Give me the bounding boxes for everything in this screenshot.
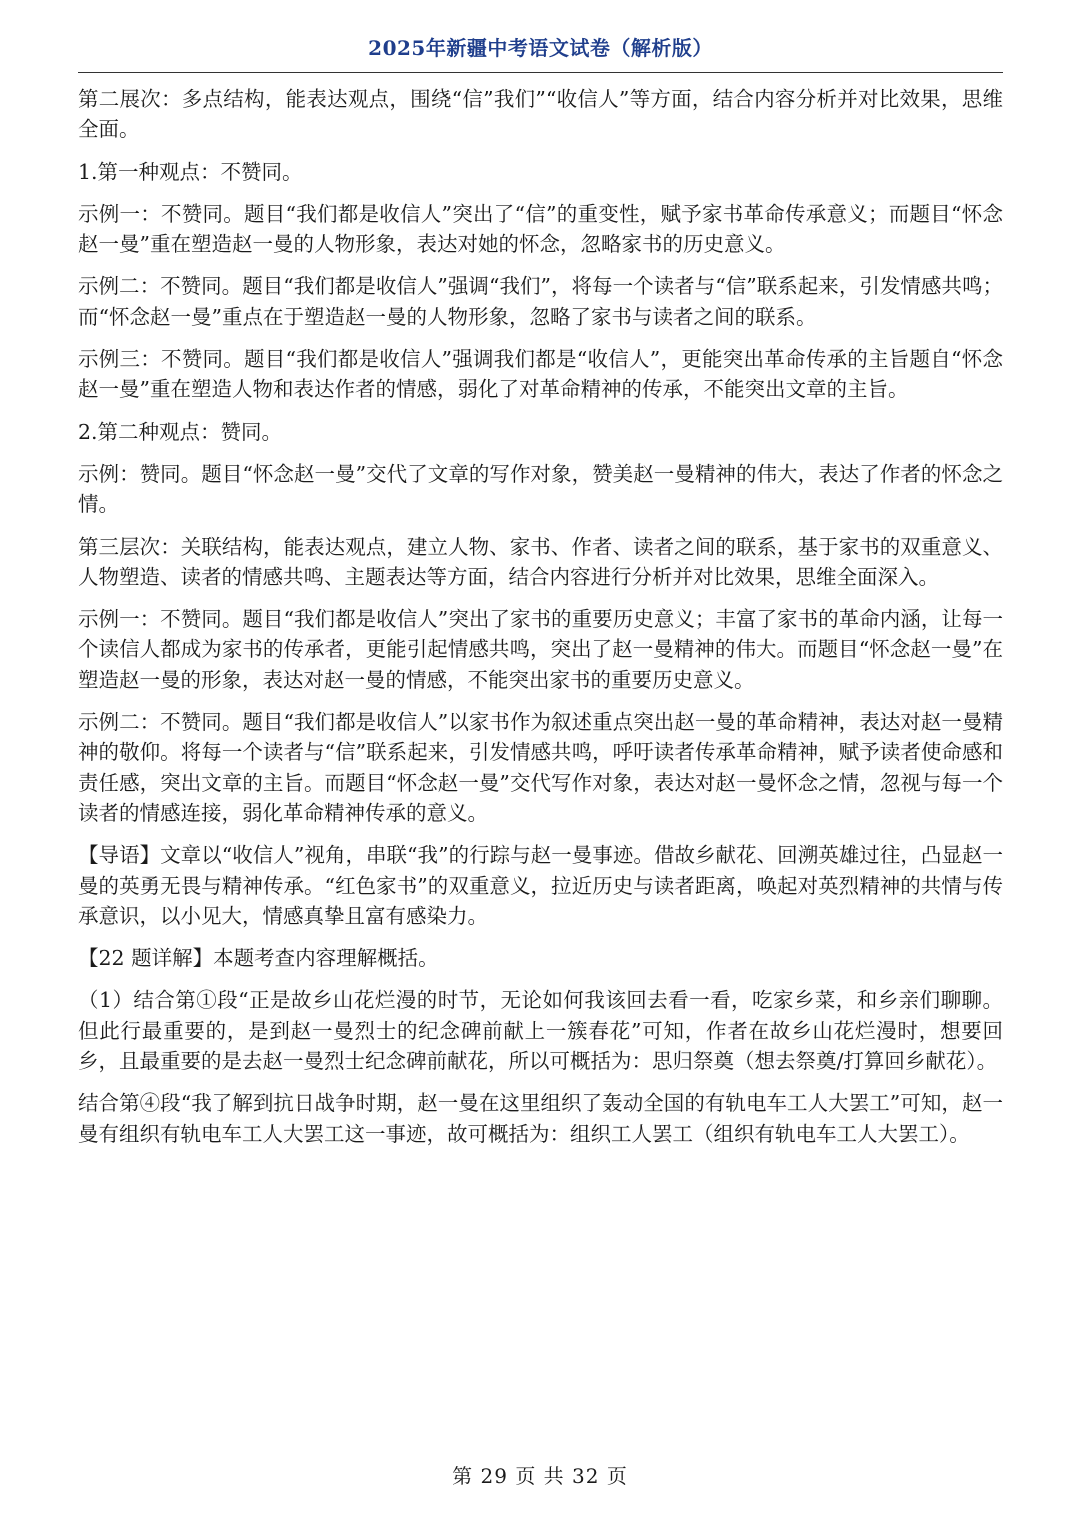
header-divider [78,72,1003,73]
paragraph: 示例一：不赞同。题目“我们都是收信人”突出了家书的重要历史意义；丰富了家书的革命内涵，让每一个读信人都成为家书的传承者，更能引起情感共鸣，突出了赵一曼精神的伟大。而题目“怀念赵一曼”在塑造赵一曼的形象，表达对赵一曼的情感，不能突出家书的重要历史意义。 [78,607,1003,692]
paragraph: 示例三：不赞同。题目“我们都是收信人”强调我们都是“收信人”，更能突出革命传承的主旨题自“怀念赵一曼”重在塑造人物和表达作者的情感，弱化了对革命精神的传承，不能突出文章的主旨。 [78,347,1003,402]
paragraph: 【导语】文章以“收信人”视角，串联“我”的行踪与赵一曼事迹。借故乡献花、回溯英雄过往，凸显赵一曼的英勇无畏与精神传承。“红色家书”的双重意义，拉近历史与读者距离，唤起对英烈精神的共情与传承意识，以小见大，情感真挚且富有感染力。 [78,843,1003,928]
paragraph: 1.第一种观点：不赞同。 [78,159,303,184]
paragraph: 示例一：不赞同。题目“我们都是收信人”突出了“信”的重变性，赋予家书革命传承意义；而题目“怀念赵一曼”重在塑造赵一曼的人物形象，表达对她的怀念，忽略家书的历史意义。 [78,201,1003,257]
document-header-title: 2025年新疆中考语文试卷（解析版） [368,36,713,60]
paragraph: 2.第二种观点：赞同。 [78,419,283,444]
paragraph: 结合第④段“我了解到抗日战争时期，赵一曼在这里组织了轰动全国的有轨电车工人大罢工”可知，赵一曼有组织有轨电车工人大罢工这一事迹，故可概括为：组织工人罢工（组织有轨电车工人大罢工）。 [78,1091,1003,1146]
paragraph: 示例：赞同。题目“怀念赵一曼”交代了文章的写作对象，赞美赵一曼精神的伟大，表达了作者的怀念之情。 [78,461,1003,517]
paragraph: （1）结合第①段“正是故乡山花烂漫的时节，无论如何我该回去看一看，吃家乡菜，和乡亲们聊聊。但此行最重要的，是到赵一曼烈士的纪念碑前献上一簇春花”可知，作者在故乡山花烂漫时，想要回乡，且最重要的是去赵一曼烈士纪念碑前献花，所以可概括为：思归祭奠（想去祭奠/打算回乡献花）。 [78,988,1003,1074]
paragraph: 示例二：不赞同。题目“我们都是收信人”强调“我们”，将每一个读者与“信”联系起来，引发情感共鸣；而“怀念赵一曼”重点在于塑造赵一曼的人物形象，忽略了家书与读者之间的联系。 [78,274,1003,329]
paragraph: 【22 题详解】本题考查内容理解概括。 [78,946,439,971]
paragraph: 示例二：不赞同。题目“我们都是收信人”以家书作为叙述重点突出赵一曼的革命精神，表达对赵一曼精神的敬仰。将每一个读者与“信”联系起来，引发情感共鸣，呼吁读者传承革命精神，赋予读者使命感和责任感，突出文章的主旨。而题目“怀念赵一曼”交代写作对象，表达对赵一曼怀念之情，忽视与每一个读者的情感连接，弱化革命精神传承的意义。 [78,710,1003,825]
page-number: 第 29 页 共 32 页 [452,1464,628,1488]
paragraph: 第三层次：关联结构，能表达观点，建立人物、家书、作者、读者之间的联系，基于家书的双重意义、人物塑造、读者的情感共鸣、主题表达等方面，结合内容进行分析并对比效果，思维全面深入。 [78,534,1003,589]
document-body [78,84,1003,1161]
paragraph: 第二展次：多点结构，能表达观点，围绕“信”我们”“收信人”等方面，结合内容分析并对比效果，思维全面。 [78,87,1003,142]
